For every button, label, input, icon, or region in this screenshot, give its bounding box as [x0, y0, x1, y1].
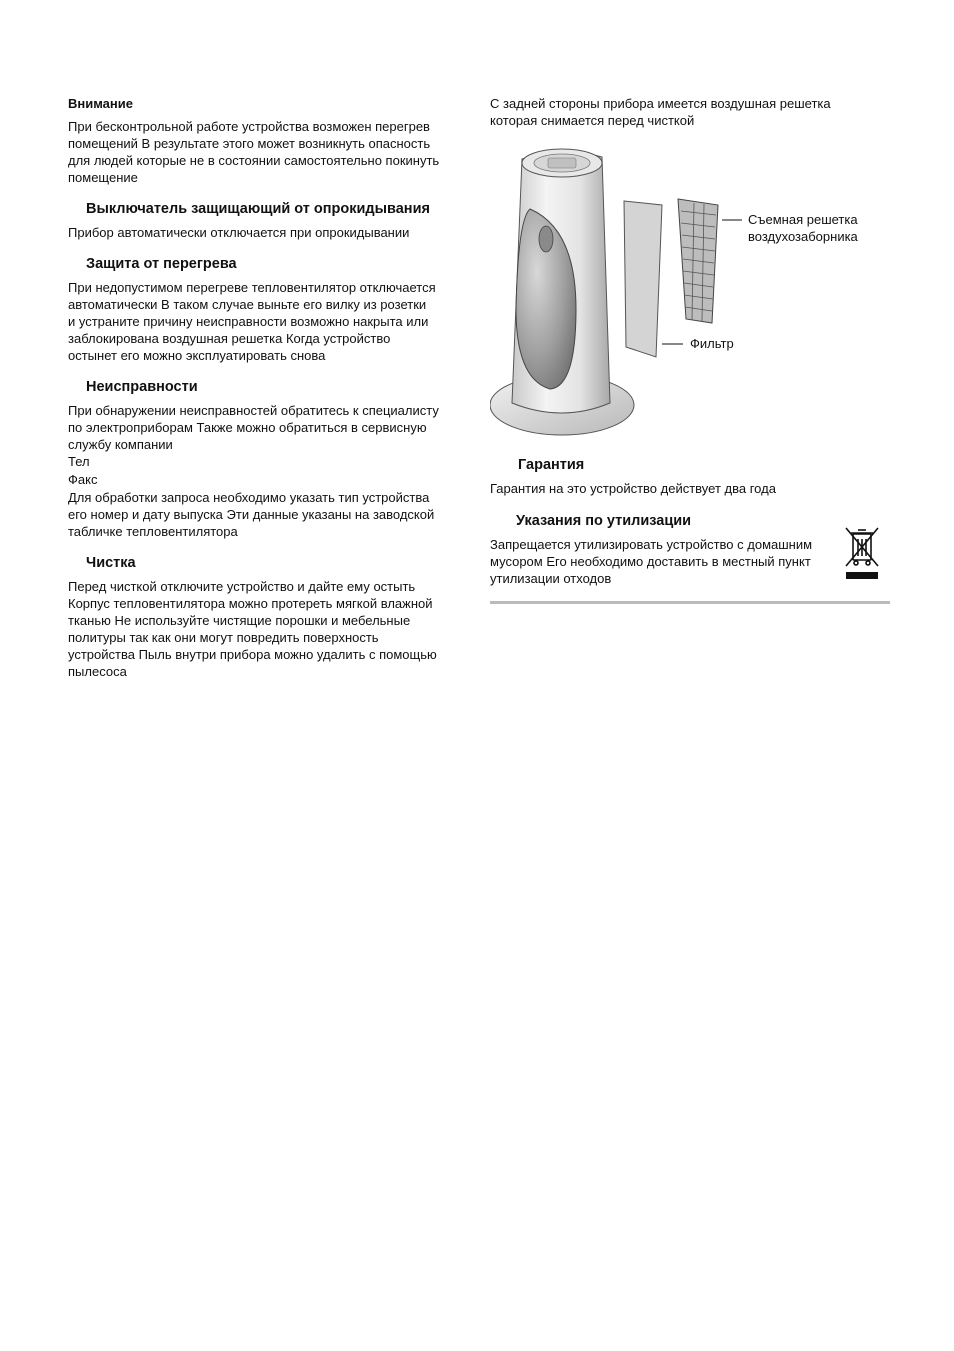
grille-label: Съемная решетка воздухозаборника [748, 212, 858, 244]
warranty-heading: Гарантия [518, 457, 585, 473]
right-column [490, 95, 890, 604]
attention-heading: Внимание [68, 96, 133, 111]
heater-illustration [490, 139, 890, 439]
overheat-text: При недопустимом перегреве тепловентилятор отключается автоматически В таком случае выньте его вилку из розетки и устраните причину неисправности возможно накрыта или заблокирована воздушная решетка Когда устройство остынет его можно эксплуатировать снова [68, 280, 436, 363]
faults-fax: Факс [68, 472, 98, 487]
grille-intro-text: С задней стороны прибора имеется воздушная решетка которая снимается перед чисткой [490, 96, 831, 128]
filter-label: Фильтр [690, 336, 734, 351]
disposal-section [490, 536, 890, 587]
section-divider [490, 601, 890, 604]
faults-text: При обнаружении неисправностей обратитесь к специалисту по электроприборам Также можно обратиться в сервисную службу компании [68, 403, 439, 452]
attention-text: При бесконтрольной работе устройства возможен перегрев помещений В результате этого может возникнуть опасность для людей которые не в состоянии самостоятельно покинуть помещение [68, 119, 440, 185]
disposal-text: Запрещается утилизировать устройство с домашним мусором Его необходимо доставить в местный пункт утилизации отходов [490, 537, 813, 586]
tip-switch-text: Прибор автоматически отключается при опрокидывании [68, 225, 410, 240]
warranty-text: Гарантия на это устройство действует два года [490, 481, 776, 496]
tip-switch-heading: Выключатель защищающий от опрокидывания [86, 201, 430, 217]
faults-text-2: Для обработки запроса необходимо указать тип устройства его номер и дату выпуска Эти данные указаны на заводской табличке тепловентилятора [68, 490, 435, 539]
cleaning-text: Перед чисткой отключите устройство и дайте ему остыть Корпус тепловентилятора можно протереть мягкой влажной тканью Не используйте чистящие порошки и мебельные политуры так как они могут повредить поверхность устройства Пыль внутри прибора можно удалить с помощью пылесоса [68, 579, 437, 679]
crossed-out-wheelie-bin-icon [842, 522, 882, 582]
left-column [68, 95, 468, 680]
faults-heading: Неисправности [86, 379, 198, 395]
faults-tel: Тел [68, 454, 90, 469]
heater-figure [490, 139, 890, 439]
cleaning-heading: Чистка [86, 555, 136, 571]
disposal-heading: Указания по утилизации [516, 513, 692, 529]
overheat-heading: Защита от перегрева [86, 256, 237, 272]
